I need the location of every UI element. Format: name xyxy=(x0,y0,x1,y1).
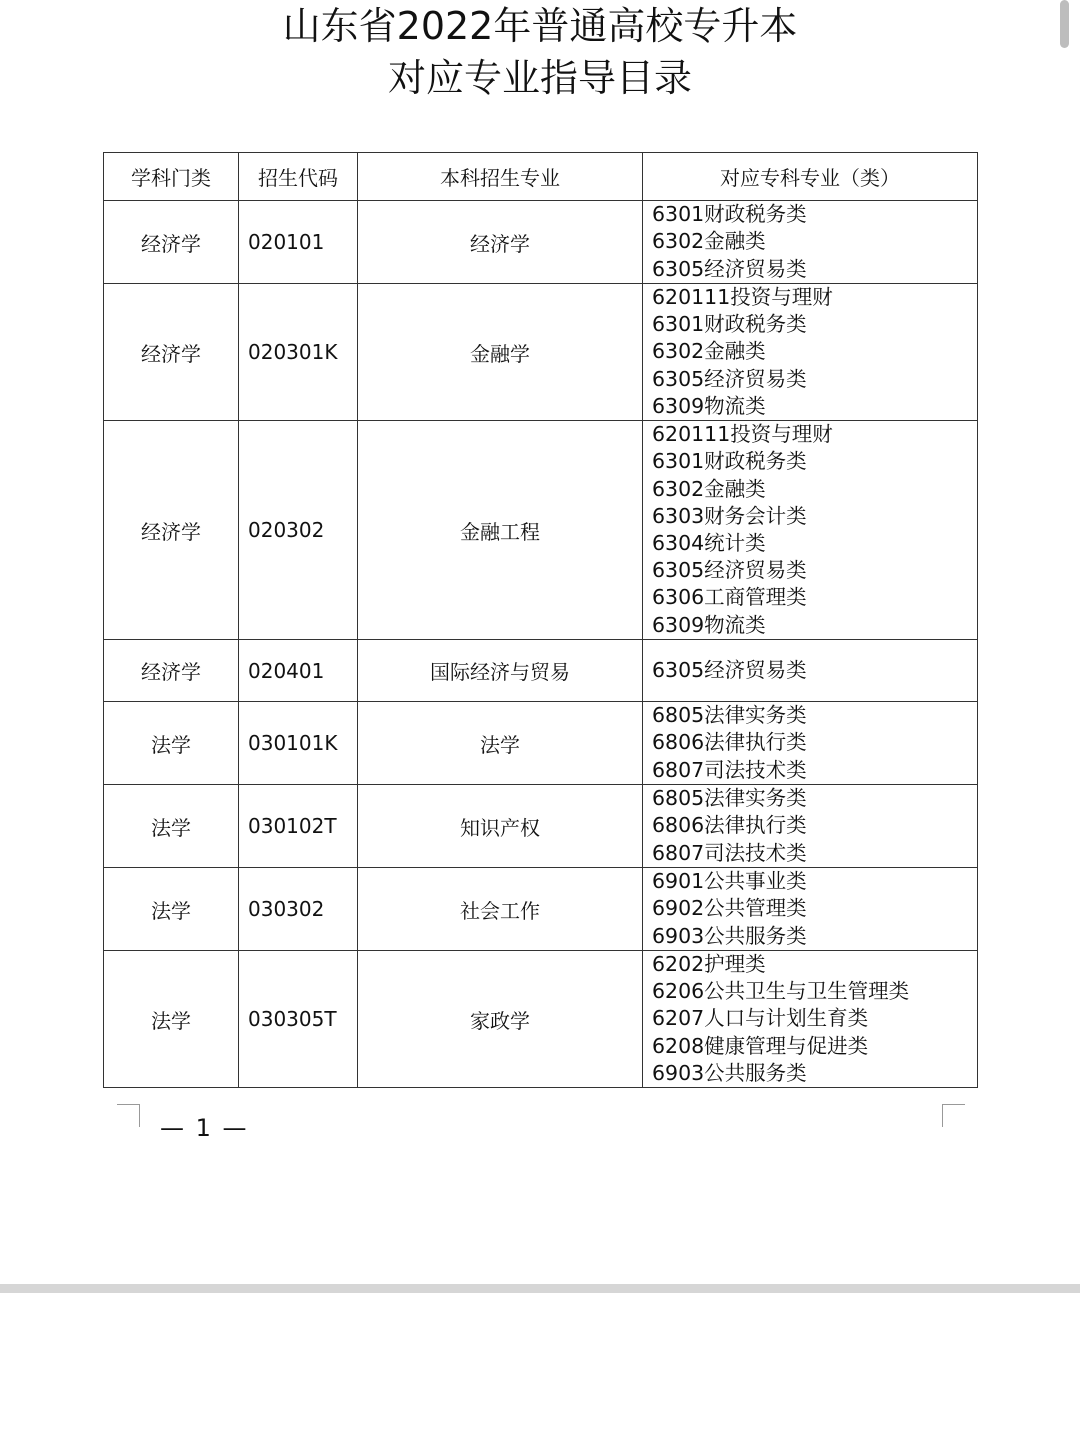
page-divider xyxy=(0,1284,1080,1293)
header-category: 学科门类 xyxy=(104,153,239,201)
cell-code: 020302 xyxy=(239,421,358,640)
cell-major: 法学 xyxy=(358,702,643,785)
next-page-area xyxy=(0,1293,1080,1439)
cell-category: 法学 xyxy=(104,785,239,868)
cell-major: 金融工程 xyxy=(358,421,643,640)
specialty-item: 6305经济贸易类 xyxy=(652,256,807,281)
cell-specialties xyxy=(643,702,978,785)
table-row xyxy=(104,951,978,1088)
specialty-item: 6806法律执行类 xyxy=(652,730,807,755)
cell-specialties xyxy=(643,785,978,868)
page-title-line-2: 对应专业指导目录 xyxy=(387,56,692,100)
cell-code: 030305T xyxy=(239,951,358,1088)
specialty-item: 6302金融类 xyxy=(652,229,766,254)
cell-specialties xyxy=(643,284,978,421)
cell-major: 社会工作 xyxy=(358,868,643,951)
page-number: — 1 — xyxy=(160,1114,249,1142)
specialty-item: 6302金融类 xyxy=(652,339,766,364)
specialty-item: 6207人口与计划生育类 xyxy=(652,1006,869,1031)
header-major: 本科招生专业 xyxy=(358,153,643,201)
specialty-item: 6305经济贸易类 xyxy=(652,558,807,583)
specialty-item: 6806法律执行类 xyxy=(652,813,807,838)
specialty-item: 6303财务会计类 xyxy=(652,503,807,528)
specialty-item: 6301财政税务类 xyxy=(652,312,807,337)
specialty-item: 6206公共卫生与卫生管理类 xyxy=(652,979,910,1004)
page-corner-mark-right xyxy=(942,1104,965,1127)
table-row xyxy=(104,868,978,951)
cell-code: 020101 xyxy=(239,201,358,284)
cell-code: 030302 xyxy=(239,868,358,951)
table-row xyxy=(104,702,978,785)
major-table xyxy=(103,152,978,1088)
page-corner-mark-left xyxy=(117,1104,140,1127)
cell-specialties xyxy=(643,951,978,1088)
specialty-item: 6807司法技术类 xyxy=(652,757,807,782)
cell-code: 030101K xyxy=(239,702,358,785)
specialty-item: 6807司法技术类 xyxy=(652,840,807,865)
table-row xyxy=(104,421,978,640)
table-row xyxy=(104,640,978,702)
header-code: 招生代码 xyxy=(239,153,358,201)
cell-major: 知识产权 xyxy=(358,785,643,868)
cell-major: 国际经济与贸易 xyxy=(358,640,643,702)
cell-category: 法学 xyxy=(104,702,239,785)
cell-specialties xyxy=(643,868,978,951)
cell-category: 经济学 xyxy=(104,640,239,702)
table-row xyxy=(104,201,978,284)
specialty-item: 6301财政税务类 xyxy=(652,202,807,227)
specialty-item: 6301财政税务类 xyxy=(652,449,807,474)
cell-major: 金融学 xyxy=(358,284,643,421)
table-row xyxy=(104,785,978,868)
cell-specialties xyxy=(643,640,978,702)
specialty-item: 6309物流类 xyxy=(652,393,766,418)
page-title-line-1: 山东省2022年普通高校专升本 xyxy=(282,4,798,48)
cell-category: 法学 xyxy=(104,868,239,951)
specialty-item: 6304统计类 xyxy=(652,531,766,556)
cell-category: 经济学 xyxy=(104,284,239,421)
cell-code: 020401 xyxy=(239,640,358,702)
scrollbar-thumb[interactable] xyxy=(1060,0,1069,48)
specialty-item: 6305经济贸易类 xyxy=(652,657,807,682)
specialty-item: 6208健康管理与促进类 xyxy=(652,1033,869,1058)
specialty-item: 6202护理类 xyxy=(652,952,766,977)
cell-category: 经济学 xyxy=(104,201,239,284)
specialty-item: 6805法律实务类 xyxy=(652,703,807,728)
cell-specialties xyxy=(643,421,978,640)
cell-code: 020301K xyxy=(239,284,358,421)
cell-specialties xyxy=(643,201,978,284)
cell-category: 法学 xyxy=(104,951,239,1088)
specialty-item: 6901公共事业类 xyxy=(652,869,807,894)
specialty-item: 6903公共服务类 xyxy=(652,923,807,948)
specialty-item: 620111投资与理财 xyxy=(652,285,833,309)
table-header-row xyxy=(104,153,978,201)
specialty-item: 6805法律实务类 xyxy=(652,786,807,811)
table-row xyxy=(104,284,978,421)
cell-major: 家政学 xyxy=(358,951,643,1088)
cell-code: 030102T xyxy=(239,785,358,868)
specialty-item: 6305经济贸易类 xyxy=(652,366,807,391)
cell-major: 经济学 xyxy=(358,201,643,284)
specialty-item: 620111投资与理财 xyxy=(652,422,833,447)
specialty-item: 6902公共管理类 xyxy=(652,896,807,921)
specialty-item: 6302金融类 xyxy=(652,476,766,501)
specialty-item: 6903公共服务类 xyxy=(652,1060,807,1085)
header-specialty: 对应专科专业（类） xyxy=(643,153,978,201)
specialty-item: 6306工商管理类 xyxy=(652,585,807,610)
specialty-item: 6309物流类 xyxy=(652,612,766,637)
cell-category: 经济学 xyxy=(104,421,239,640)
